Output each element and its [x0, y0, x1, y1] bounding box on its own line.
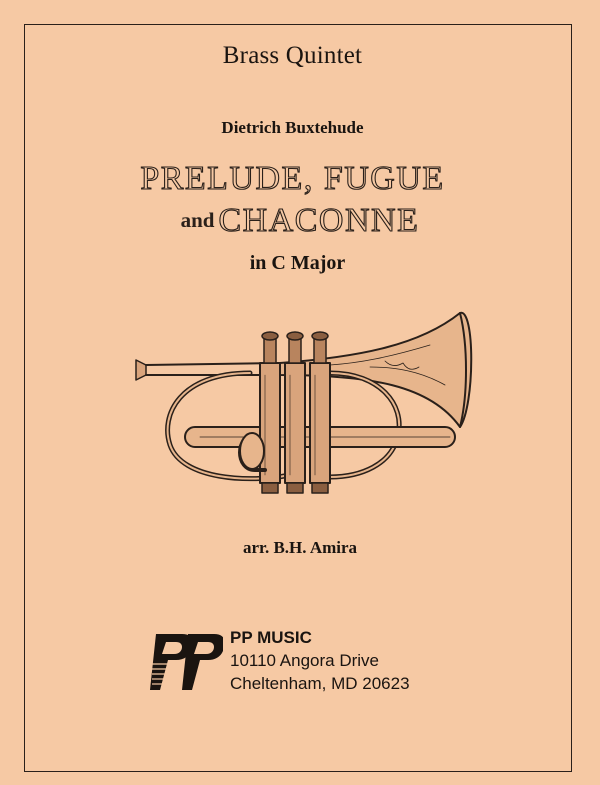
cornet-icon	[130, 305, 480, 500]
publisher-address-line-1: 10110 Angora Drive	[230, 651, 380, 670]
publisher-address-line-2: Cheltenham, MD 20623	[230, 674, 410, 693]
work-title-line-2	[0, 202, 600, 240]
composer-name: Dietrich Buxtehude	[221, 118, 364, 137]
arranger-credit: arr. B.H. Amira	[242, 538, 358, 557]
work-title-chaconne: CHACONNE	[218, 202, 420, 239]
publisher-name: PP MUSIC	[230, 628, 312, 647]
pp-music-logo	[148, 630, 223, 692]
publisher-block	[148, 626, 468, 696]
series-title: Brass Quintet	[222, 42, 363, 69]
publisher-text	[230, 626, 410, 695]
work-key: in C Major	[249, 252, 346, 274]
work-title-and: and	[180, 208, 215, 232]
work-title-line-1: PRELUDE, FUGUE	[140, 160, 445, 197]
